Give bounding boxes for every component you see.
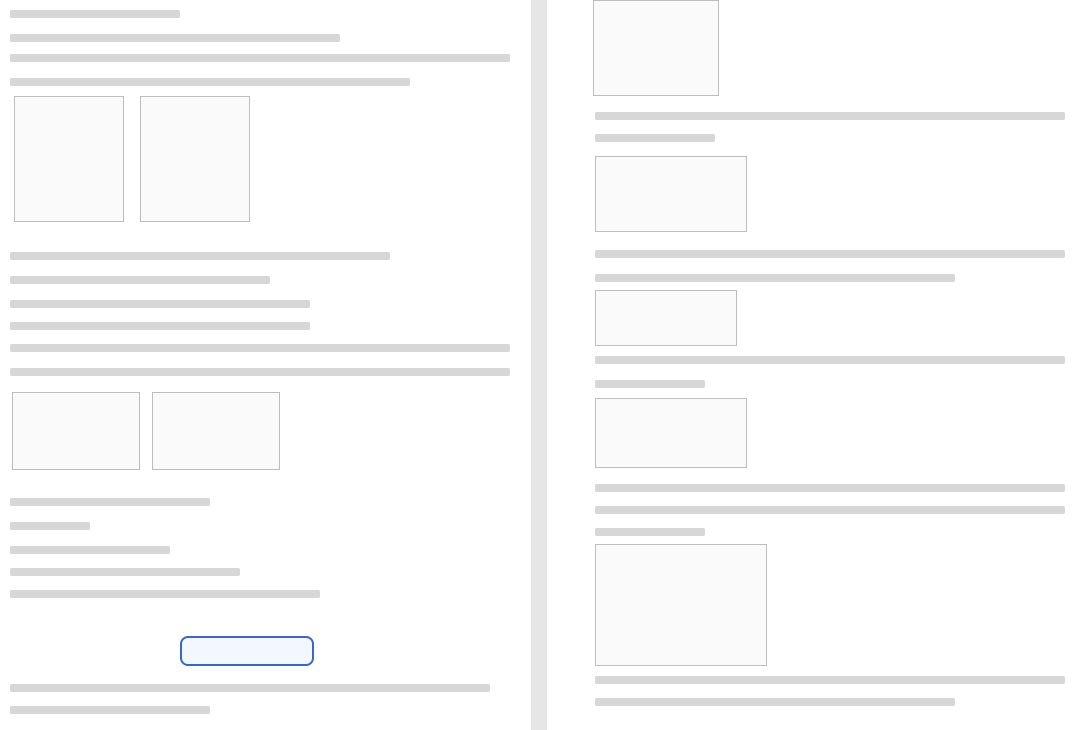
- text-line: [10, 590, 320, 598]
- text-line: [595, 380, 705, 388]
- figure-5: [595, 544, 767, 666]
- text-line: [595, 274, 955, 282]
- text-line: [595, 506, 1065, 514]
- text-line: [10, 546, 170, 554]
- text-line: [10, 322, 310, 330]
- text-line: [10, 10, 180, 18]
- figure-grid-2: [140, 96, 250, 222]
- text-line: [10, 344, 510, 352]
- text-line: [10, 706, 210, 714]
- text-line: [595, 484, 1065, 492]
- text-line: [595, 698, 955, 706]
- figure-2: [595, 156, 747, 232]
- text-line: [595, 250, 1065, 258]
- text-line: [10, 78, 410, 86]
- figure-grid-4: [152, 392, 280, 470]
- text-line: [10, 568, 240, 576]
- text-line: [10, 498, 210, 506]
- figure-grid-3: [12, 392, 140, 470]
- text-line: [595, 528, 705, 536]
- right-page: [547, 0, 1080, 730]
- text-line: [10, 252, 390, 260]
- text-line: [10, 368, 510, 376]
- text-line: [595, 112, 1065, 120]
- text-line: [10, 522, 90, 530]
- text-line: [595, 356, 1065, 364]
- text-line: [10, 684, 490, 692]
- text-line: [10, 34, 340, 42]
- left-page: [0, 0, 531, 730]
- figure-grid-1: [14, 96, 124, 222]
- section-banner: [180, 636, 314, 666]
- text-line: [595, 676, 1065, 684]
- figure-1: [593, 0, 719, 96]
- text-line: [10, 276, 270, 284]
- figure-3: [595, 290, 737, 346]
- text-line: [10, 300, 310, 308]
- figure-4: [595, 398, 747, 468]
- text-line: [595, 134, 715, 142]
- text-line: [10, 54, 510, 62]
